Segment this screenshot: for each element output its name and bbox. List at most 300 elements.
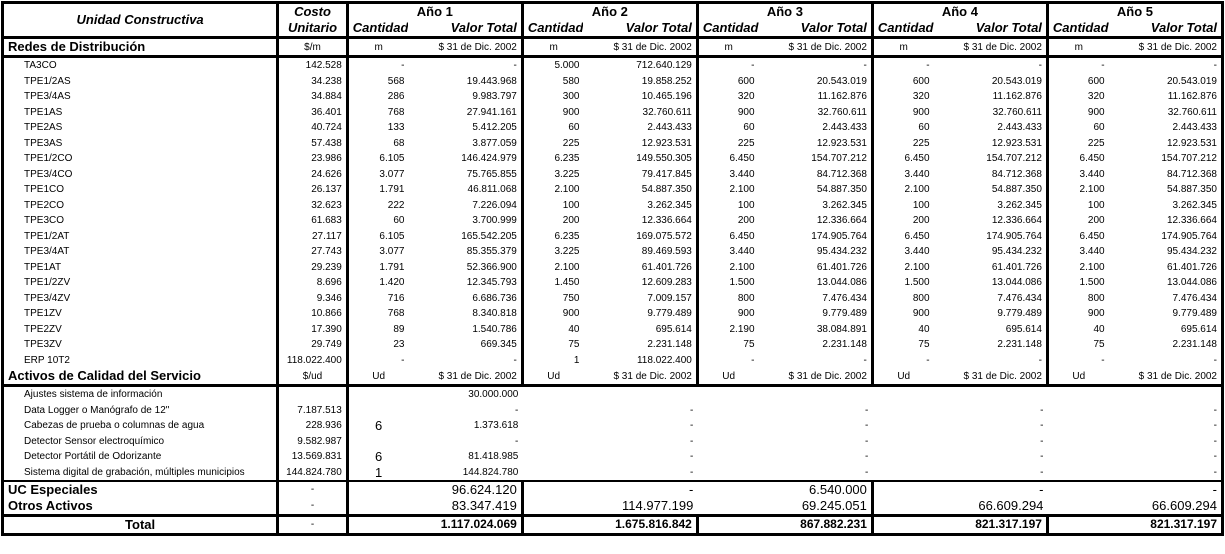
year-header: Año 1	[347, 3, 522, 21]
quantity-cell: 100	[737, 199, 755, 211]
value-cell: 2.443.433	[1109, 120, 1223, 136]
quantity-cell	[347, 434, 408, 450]
value-cell: 95.434.232	[1109, 244, 1223, 260]
quantity-cell: 100	[912, 199, 930, 211]
value-cell	[1109, 386, 1223, 403]
unit-cost: 34.884	[278, 89, 348, 105]
value-cell: 9.779.489	[759, 306, 873, 322]
unit-cost: 36.401	[278, 105, 348, 121]
unit-cost	[278, 386, 348, 403]
quantity-cell: 800	[912, 292, 930, 304]
value-cell: 3.262.345	[583, 198, 697, 214]
empty-quantity-cell	[697, 516, 758, 535]
quantity-cell: 300	[562, 91, 580, 102]
quantity-cell: -	[1101, 354, 1105, 366]
quantity-cell: 320	[737, 91, 755, 102]
quantity-cell: 6.450	[1079, 230, 1105, 242]
unit-name: TPE1ZV	[3, 306, 278, 322]
total-row-value: 1.675.816.842	[583, 516, 697, 535]
value-cell: 85.355.379	[408, 244, 522, 260]
quantity-cell	[522, 465, 583, 482]
value-cell: 20.543.019	[934, 74, 1048, 90]
unit-cost: 27.117	[278, 229, 348, 245]
value-cell: -	[1109, 353, 1223, 369]
quantity-cell: 2.190	[729, 323, 755, 335]
unit-cost: 142.528	[278, 57, 348, 74]
value-cell: 118.022.400	[583, 353, 697, 369]
empty-quantity-cell	[872, 481, 933, 498]
empty-quantity-cell	[347, 516, 408, 535]
value-column-header: Valor Total	[408, 20, 522, 38]
quantity-cell: 6.235	[554, 153, 580, 164]
quantity-cell: 3.440	[904, 168, 930, 180]
value-cell: 9.983.797	[408, 89, 522, 105]
value-cell: 27.941.161	[408, 105, 522, 121]
quantity-cell: 3.440	[904, 246, 930, 257]
value-cell: 12.923.531	[583, 136, 697, 152]
value-unit: $ 31 de Dic. 2002	[934, 38, 1048, 57]
value-unit: $ 31 de Dic. 2002	[1109, 368, 1223, 386]
otros-activos-row-value: 83.347.419	[408, 498, 522, 516]
value-cell: 3.262.345	[1109, 198, 1223, 214]
quantity-cell: 1.500	[904, 277, 930, 288]
value-unit: $ 31 de Dic. 2002	[1109, 38, 1223, 57]
empty-quantity-cell	[522, 498, 583, 516]
unit-cost: 26.137	[278, 182, 348, 198]
quantity-cell: 200	[1087, 215, 1105, 226]
value-cell: -	[514, 404, 519, 416]
quantity-cell	[1047, 434, 1108, 450]
value-cell: -	[408, 57, 522, 74]
value-cell: 12.345.793	[408, 275, 522, 291]
quantity-cell	[522, 434, 583, 450]
quantity-cell: 200	[562, 215, 580, 226]
unit-name: TPE3ZV	[3, 337, 278, 353]
value-cell: -	[690, 420, 694, 431]
value-cell: -	[408, 353, 522, 369]
value-cell: -	[865, 435, 869, 447]
empty-quantity-cell	[1047, 481, 1108, 498]
unit-name: Ajustes sistema de información	[3, 386, 278, 403]
unit-cost: 13.569.831	[278, 449, 348, 465]
value-cell: -	[1109, 465, 1223, 482]
quantity-cell: 75	[743, 339, 755, 350]
table-row	[3, 465, 1223, 482]
unit-cost: 57.438	[278, 136, 348, 152]
quantity-cell: 3.225	[554, 246, 580, 257]
value-cell: 12.923.531	[934, 136, 1048, 152]
value-cell: 2.231.148	[759, 337, 873, 353]
quantity-cell: 100	[1087, 199, 1105, 211]
value-cell: 6.686.736	[408, 291, 522, 307]
table-row	[3, 136, 1223, 152]
unit-cost: 61.683	[278, 213, 348, 229]
quantity-cell	[697, 403, 758, 419]
quantity-cell: 3.225	[554, 168, 580, 180]
unit-cost: 9.582.987	[278, 434, 348, 450]
quantity-cell	[522, 386, 583, 403]
value-cell: 169.075.572	[583, 229, 697, 245]
unit-cost: 29.239	[278, 260, 348, 276]
value-cell: -	[1040, 466, 1044, 478]
quantity-cell: 2.100	[729, 261, 755, 273]
quantity-cell	[872, 434, 933, 450]
quantity-unit: m	[522, 38, 583, 57]
value-cell: -	[1109, 434, 1223, 450]
quantity-cell: 6.450	[1079, 153, 1105, 164]
quantity-cell	[697, 449, 758, 465]
value-cell: 32.760.611	[1109, 105, 1223, 121]
quantity-cell: 1	[573, 354, 580, 366]
uc-especiales-row-value: 6.540.000	[759, 481, 873, 498]
quantity-cell: 6.450	[904, 230, 930, 242]
unit-cost: 8.696	[278, 275, 348, 291]
otros-activos-row-label: Otros Activos	[3, 498, 278, 516]
value-cell: 3.262.345	[934, 198, 1048, 214]
value-cell: 12.923.531	[1109, 136, 1223, 152]
value-cell: 7.226.094	[408, 198, 522, 214]
value-cell: 84.712.368	[759, 167, 873, 183]
uc-especiales-row-value: 96.624.120	[408, 481, 522, 498]
unit-name: TPE2ZV	[3, 322, 278, 338]
value-cell	[583, 386, 697, 403]
unit-cost: 118.022.400	[278, 353, 348, 369]
table-row	[3, 306, 1223, 322]
cost-unit: $/ud	[278, 368, 348, 386]
quantity-cell: 2.100	[904, 184, 930, 195]
value-cell: 54.887.350	[583, 182, 697, 198]
quantity-cell	[347, 386, 408, 403]
quantity-cell	[872, 418, 933, 434]
quantity-cell: 75	[918, 339, 930, 350]
value-cell: -	[690, 435, 694, 447]
value-cell: 5.412.205	[408, 120, 522, 136]
total-row	[3, 516, 1223, 535]
value-cell: 154.707.212	[1109, 151, 1223, 167]
quantity-cell: 1.791	[379, 184, 405, 195]
value-cell: 1.373.618	[473, 420, 519, 431]
value-cell: -	[1109, 403, 1223, 419]
year-header: Año 3	[697, 3, 872, 21]
value-cell: 695.614	[583, 322, 697, 338]
quantity-cell: 3.440	[1079, 168, 1105, 180]
table-row	[3, 74, 1223, 90]
value-cell: -	[759, 57, 873, 74]
quantity-unit: Ud	[347, 368, 408, 386]
quantity-cell: 3.077	[379, 168, 405, 180]
table-row	[3, 229, 1223, 245]
value-cell: -	[514, 435, 519, 447]
quantity-cell: 6.450	[729, 153, 755, 164]
quantity-cell: 3.440	[729, 168, 755, 180]
value-cell: 61.401.726	[759, 260, 873, 276]
value-cell: 8.340.818	[408, 306, 522, 322]
value-cell: 13.044.086	[759, 275, 873, 291]
unit-name: Sistema digital de grabación, múltiples municipios	[3, 465, 278, 482]
value-column-header: Valor Total	[1109, 20, 1223, 38]
unit-name: TPE1AT	[3, 260, 278, 276]
value-cell: -	[690, 404, 694, 416]
empty-quantity-cell	[872, 516, 933, 535]
value-cell: 712.640.129	[583, 57, 697, 74]
quantity-cell: 60	[568, 122, 580, 133]
value-cell: 54.887.350	[759, 182, 873, 198]
value-cell: 11.162.876	[934, 89, 1048, 105]
quantity-cell: 200	[737, 215, 755, 226]
value-unit: $ 31 de Dic. 2002	[408, 368, 522, 386]
quantity-cell: 75	[568, 339, 580, 350]
quantity-cell: 900	[562, 308, 580, 319]
cost-table	[1, 1, 1224, 536]
quantity-cell: -	[401, 354, 405, 366]
quantity-cell	[347, 403, 408, 419]
quantity-cell: 900	[737, 308, 755, 319]
quantity-cell: 1.420	[379, 277, 405, 288]
value-column-header: Valor Total	[759, 20, 873, 38]
quantity-cell: 133	[387, 122, 405, 133]
value-cell: 52.366.900	[408, 260, 522, 276]
value-cell: 54.887.350	[1109, 182, 1223, 198]
quantity-cell: 768	[387, 106, 405, 118]
quantity-cell	[1047, 386, 1108, 403]
quantity-cell: 1.500	[729, 277, 755, 288]
quantity-cell: 75	[1093, 339, 1105, 350]
quantity-unit: m	[347, 38, 408, 57]
unit-cost: 23.986	[278, 151, 348, 167]
total-row-value: 867.882.231	[759, 516, 873, 535]
value-cell: 7.476.434	[934, 291, 1048, 307]
unit-cost: 9.346	[278, 291, 348, 307]
value-cell: -	[934, 353, 1048, 369]
quantity-cell	[1047, 418, 1108, 434]
value-column-header: Valor Total	[583, 20, 697, 38]
unit-name: TPE1CO	[3, 182, 278, 198]
value-cell: 174.905.764	[759, 229, 873, 245]
quantity-cell: 750	[562, 292, 580, 304]
table-row	[3, 337, 1223, 353]
quantity-column-header: Cantidad	[522, 20, 583, 38]
unit-name: Cabezas de prueba o columnas de agua	[3, 418, 278, 434]
value-cell: 1.540.786	[408, 322, 522, 338]
table-row	[3, 244, 1223, 260]
value-cell: 95.434.232	[759, 244, 873, 260]
quantity-cell: 600	[1087, 75, 1105, 87]
table-row	[3, 386, 1223, 403]
empty-quantity-cell	[347, 481, 408, 498]
quantity-cell: 2.100	[729, 184, 755, 195]
unit-name: Detector Portátil de Odorizante	[3, 449, 278, 465]
quantity-cell: -	[751, 354, 755, 366]
value-cell: 669.345	[408, 337, 522, 353]
quantity-cell: 40	[918, 323, 930, 335]
table-row	[3, 167, 1223, 183]
quantity-cell: 900	[1087, 308, 1105, 319]
value-cell: 38.084.891	[759, 322, 873, 338]
quantity-cell: 222	[387, 199, 405, 211]
value-cell: 30.000.000	[468, 389, 519, 400]
quantity-cell: 40	[1093, 323, 1105, 335]
value-cell: 146.424.979	[408, 151, 522, 167]
cost-unit: $/m	[278, 38, 348, 57]
value-cell: -	[865, 451, 869, 462]
value-cell: 3.877.059	[408, 136, 522, 152]
value-cell: 695.614	[1109, 322, 1223, 338]
quantity-unit: Ud	[522, 368, 583, 386]
unit-cost: 144.824.780	[278, 465, 348, 482]
value-unit: $ 31 de Dic. 2002	[759, 38, 873, 57]
value-cell: 19.443.968	[408, 74, 522, 90]
quantity-cell: 6.105	[379, 230, 405, 242]
quantity-cell: 320	[912, 91, 930, 102]
value-cell: -	[865, 404, 869, 416]
value-cell: 61.401.726	[583, 260, 697, 276]
unit-name: Detector Sensor electroquímico	[3, 434, 278, 450]
quantity-cell: -	[926, 354, 930, 366]
value-cell: 61.401.726	[934, 260, 1048, 276]
value-cell: 7.476.434	[1109, 291, 1223, 307]
value-cell: 2.231.148	[583, 337, 697, 353]
unit-name: ERP 10T2	[3, 353, 278, 369]
unit-name: TPE1/2CO	[3, 151, 278, 167]
unit-name: TPE3/4AS	[3, 89, 278, 105]
table-row	[3, 418, 1223, 434]
value-cell: 2.443.433	[583, 120, 697, 136]
quantity-cell: 225	[1087, 137, 1105, 149]
unit-name: TPE1/2ZV	[3, 275, 278, 291]
quantity-cell: 580	[562, 75, 580, 87]
quantity-cell: 320	[1087, 91, 1105, 102]
quantity-cell: 568	[387, 75, 405, 87]
table-row	[3, 322, 1223, 338]
value-cell: 13.044.086	[934, 275, 1048, 291]
value-cell: 11.162.876	[1109, 89, 1223, 105]
unit-name: TPE3AS	[3, 136, 278, 152]
quantity-cell: 225	[562, 137, 580, 149]
value-unit: $ 31 de Dic. 2002	[408, 38, 522, 57]
empty-quantity-cell	[1047, 516, 1108, 535]
table-row	[3, 213, 1223, 229]
quantity-cell: 1.791	[379, 261, 405, 273]
otros-activos-row-cost: -	[278, 498, 348, 516]
section-title: Redes de Distribución	[3, 38, 278, 57]
quantity-cell	[697, 386, 758, 403]
quantity-cell: 6.450	[729, 230, 755, 242]
cost-header-line1: Costo	[278, 3, 348, 21]
value-cell: 19.858.252	[583, 74, 697, 90]
value-cell	[934, 386, 1048, 403]
value-cell: 12.923.531	[759, 136, 873, 152]
quantity-cell: 60	[393, 215, 405, 226]
quantity-cell: -	[1101, 60, 1105, 71]
quantity-cell: 900	[912, 106, 930, 118]
value-cell: 75.765.855	[408, 167, 522, 183]
quantity-cell: 200	[912, 215, 930, 226]
unit-name: TPE1/2AT	[3, 229, 278, 245]
value-unit: $ 31 de Dic. 2002	[583, 38, 697, 57]
quantity-cell	[1047, 465, 1108, 482]
unit-cost: 40.724	[278, 120, 348, 136]
value-cell: 2.231.148	[934, 337, 1048, 353]
value-cell: 9.779.489	[583, 306, 697, 322]
section-title: Activos de Calidad del Servicio	[3, 368, 278, 386]
value-cell: -	[1040, 404, 1044, 416]
unit-column-header: Unidad Constructiva	[3, 3, 278, 38]
unit-cost: 228.936	[278, 418, 348, 434]
year-header: Año 5	[1047, 3, 1222, 21]
total-row-value: 821.317.197	[934, 516, 1048, 535]
value-cell: -	[1109, 449, 1223, 465]
table-row	[3, 403, 1223, 419]
redes-distribucion-header-row	[3, 38, 1223, 57]
unit-cost: 32.623	[278, 198, 348, 214]
table-row	[3, 260, 1223, 276]
value-cell: -	[1040, 435, 1044, 447]
value-cell: 7.476.434	[759, 291, 873, 307]
cost-header-line2: Unitario	[278, 20, 348, 38]
value-cell: 11.162.876	[759, 89, 873, 105]
quantity-cell: 2.100	[1079, 184, 1105, 195]
value-cell: 12.336.664	[759, 213, 873, 229]
value-cell: 32.760.611	[583, 105, 697, 121]
table-row	[3, 353, 1223, 369]
value-cell: 9.779.489	[934, 306, 1048, 322]
value-cell: -	[1109, 418, 1223, 434]
unit-cost: 17.390	[278, 322, 348, 338]
total-row-value: 1.117.024.069	[408, 516, 522, 535]
quantity-cell: 100	[562, 199, 580, 211]
quantity-cell: 1.500	[1079, 277, 1105, 288]
quantity-cell: 23	[393, 339, 405, 350]
quantity-cell	[1047, 449, 1108, 465]
year-header: Año 4	[872, 3, 1047, 21]
value-cell: -	[1040, 420, 1044, 431]
empty-quantity-cell	[872, 498, 933, 516]
value-cell: -	[690, 451, 694, 462]
value-cell: -	[1040, 451, 1044, 462]
value-cell: 12.336.664	[583, 213, 697, 229]
value-cell: 3.700.999	[408, 213, 522, 229]
table-row	[3, 151, 1223, 167]
value-cell: -	[1109, 57, 1223, 74]
unit-name: TPE3/4ZV	[3, 291, 278, 307]
quantity-cell: 1.450	[554, 277, 580, 288]
quantity-cell	[872, 465, 933, 482]
empty-quantity-cell	[347, 498, 408, 516]
quantity-cell: 89	[393, 323, 405, 335]
quantity-cell: 2.100	[554, 261, 580, 273]
value-cell: 61.401.726	[1109, 260, 1223, 276]
table-row	[3, 434, 1223, 450]
quantity-unit: m	[1047, 38, 1108, 57]
value-cell: -	[759, 353, 873, 369]
unit-name: TPE2CO	[3, 198, 278, 214]
value-cell: 20.543.019	[759, 74, 873, 90]
table-row	[3, 182, 1223, 198]
quantity-cell: 40	[568, 323, 580, 335]
value-cell: 13.044.086	[1109, 275, 1223, 291]
unit-name: TPE1AS	[3, 105, 278, 121]
quantity-cell	[1047, 403, 1108, 419]
unit-cost: 10.866	[278, 306, 348, 322]
value-cell: 2.443.433	[759, 120, 873, 136]
quantity-cell: 768	[387, 308, 405, 319]
quantity-column-header: Cantidad	[1047, 20, 1108, 38]
value-cell: 12.336.664	[934, 213, 1048, 229]
quantity-cell: -	[751, 60, 755, 71]
value-cell: 174.905.764	[934, 229, 1048, 245]
quantity-unit: m	[872, 38, 933, 57]
quantity-cell: 3.440	[729, 246, 755, 257]
